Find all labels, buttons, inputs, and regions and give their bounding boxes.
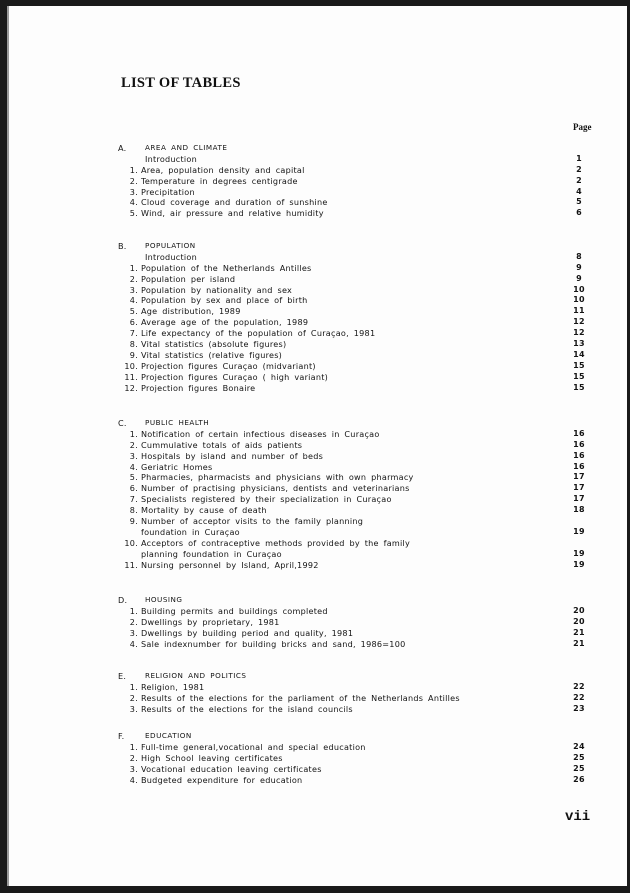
toc-entry[interactable]: 2. Results of the elections for the parliament of the Netherlands Antilles 22 [118, 693, 618, 704]
section-letter: E. [118, 671, 127, 681]
section-heading: PUBLIC HEALTH [145, 418, 210, 427]
page-number: 6 [576, 208, 582, 218]
page-number: 12 [573, 317, 585, 327]
toc-entry[interactable]: 11. Nursing personnel by Island, April,1992 19 [118, 560, 618, 571]
section-heading-row [118, 241, 618, 252]
toc-entry[interactable]: 1. Full-time general,vocational and special education 24 [118, 742, 618, 753]
toc-entry[interactable]: 6. Average age of the population, 1989 12 [118, 317, 618, 328]
page-number: 16 [573, 450, 585, 460]
toc-entry[interactable]: 9. Vital statistics (relative figures) 14 [118, 350, 618, 361]
page-number: 21 [573, 627, 585, 637]
page-number: 21 [573, 638, 585, 648]
page-number: 8 [576, 251, 582, 261]
page-number: 24 [573, 741, 585, 751]
toc-entry[interactable]: 1. Building permits and buildings completed 20 [118, 606, 618, 617]
page-number: 1 [576, 153, 582, 163]
toc-entry[interactable]: 8. Mortality by cause of death 18 [118, 505, 618, 516]
page-number: 5 [576, 197, 582, 207]
toc-entry[interactable]: 3. Vocational education leaving certificates 25 [118, 764, 618, 775]
toc-entry[interactable]: 9. Number of acceptor visits to the family planning [129, 516, 364, 527]
section-heading: AREA AND CLIMATE [145, 143, 228, 152]
section-heading-row [118, 143, 618, 154]
toc-entry-intro[interactable]: Introduction 8 [118, 252, 618, 263]
toc-entry[interactable]: 3. Population by nationality and sex 10 [118, 285, 618, 296]
page-number: 10 [573, 295, 585, 305]
toc-entry[interactable]: 3. Hospitals by island and number of beds 16 [118, 451, 618, 462]
section-heading: RELIGION AND POLITICS [145, 671, 247, 680]
page-number: 22 [573, 692, 585, 702]
toc-entry[interactable]: 4. Population by sex and place of birth 10 [118, 295, 618, 306]
toc-entry[interactable]: 5. Pharmacies, pharmacists and physicians with own pharmacy 17 [118, 472, 618, 483]
section-religion-and-politics [118, 671, 618, 715]
section-heading: EDUCATION [145, 731, 192, 740]
section-housing [118, 595, 618, 649]
toc-entry[interactable]: 4. Geriatric Homes 16 [118, 462, 618, 473]
toc-entry[interactable]: 10. Projection figures Curaçao (midvariant) 15 [118, 361, 618, 372]
section-public-health [118, 418, 618, 570]
section-area-and-climate [118, 143, 618, 219]
toc-entry[interactable]: 11. Projection figures Curaçao ( high variant) 15 [118, 372, 618, 383]
toc-entry[interactable]: 7. Specialists registered by their specialization in Curaçao 17 [118, 494, 618, 505]
page-number: 10 [573, 284, 585, 294]
page-number: 11 [573, 306, 585, 316]
section-letter: F. [118, 731, 125, 741]
toc-entry-continuation[interactable]: foundation in Curaçao 19 [118, 527, 618, 538]
toc-entry[interactable]: 1. Population of the Netherlands Antilles 9 [118, 263, 618, 274]
page-number: 18 [573, 505, 585, 515]
page-number: 12 [573, 328, 585, 338]
toc-entry[interactable]: 1. Notification of certain infectious diseases in Curaçao 16 [118, 429, 618, 440]
section-letter: D. [118, 595, 128, 605]
page-number: 17 [573, 472, 585, 482]
page-number: 20 [573, 616, 585, 626]
page-number: 4 [576, 186, 582, 196]
page-folio-number: vii [565, 809, 591, 825]
section-heading-row [118, 595, 618, 606]
section-heading-row [118, 418, 618, 429]
toc-entry[interactable]: 2. Cummulative totals of aids patients 16 [118, 440, 618, 451]
section-heading-row [118, 671, 618, 682]
toc-entry[interactable]: 4. Budgeted expenditure for education 26 [118, 775, 618, 786]
section-letter: A. [118, 143, 127, 153]
toc-entry[interactable]: 3. Dwellings by building period and quality, 1981 21 [118, 628, 618, 639]
page-column-label: Page [573, 122, 592, 132]
toc-entry[interactable]: 4. Cloud coverage and duration of sunshine 5 [118, 197, 618, 208]
page-number: 22 [573, 681, 585, 691]
page-number: 16 [573, 461, 585, 471]
page-number: 2 [576, 175, 582, 185]
page-number: 16 [573, 428, 585, 438]
page-number: 19 [573, 559, 585, 569]
toc-entry[interactable]: 3. Precipitation 4 [118, 187, 618, 198]
toc-entry[interactable]: 1. Religion, 1981 22 [118, 682, 618, 693]
toc-entry[interactable]: 8. Vital statistics (absolute figures) 13 [118, 339, 618, 350]
toc-entry-continuation[interactable]: planning foundation in Curaçao 19 [118, 549, 618, 560]
page-number: 19 [573, 548, 585, 558]
section-letter: B. [118, 241, 127, 251]
section-heading: HOUSING [145, 595, 183, 604]
page-number: 9 [576, 262, 582, 272]
section-population [118, 241, 618, 393]
page-number: 25 [573, 752, 585, 762]
toc-entry[interactable]: 10. Acceptors of contraceptive methods provided by the family [124, 537, 411, 548]
toc-entry[interactable]: 6. Number of practising physicians, dentists and veterinarians 17 [118, 483, 618, 494]
page-number: 9 [576, 273, 582, 283]
page-number: 14 [573, 349, 585, 359]
page-number: 17 [573, 494, 585, 504]
toc-entry[interactable]: 1. Area, population density and capital 2 [118, 165, 618, 176]
page-number: 2 [576, 164, 582, 174]
page-number: 16 [573, 439, 585, 449]
toc-entry[interactable]: 2. Temperature in degrees centigrade 2 [118, 176, 618, 187]
page-number: 20 [573, 605, 585, 615]
page-number: 19 [573, 526, 585, 536]
toc-entry-intro[interactable]: Introduction 1 [118, 154, 618, 165]
section-heading-row [118, 731, 618, 742]
toc-entry[interactable]: 2. Dwellings by proprietary, 1981 20 [118, 617, 618, 628]
toc-entry[interactable]: 4. Sale indexnumber for building bricks and sand, 1986=100 21 [118, 639, 618, 650]
toc-entry[interactable]: 12. Projection figures Bonaire 15 [118, 383, 618, 394]
toc-entry[interactable]: 7. Life expectancy of the population of Curaçao, 1981 12 [118, 328, 618, 339]
section-education [118, 731, 618, 785]
page-number: 15 [573, 382, 585, 392]
toc-entry[interactable]: 3. Results of the elections for the island councils 23 [118, 704, 618, 715]
page-number: 17 [573, 483, 585, 493]
page-number: 26 [573, 774, 585, 784]
page-title: LIST OF TABLES [121, 75, 241, 91]
section-heading: POPULATION [145, 241, 196, 250]
toc-entry[interactable]: 5. Wind, air pressure and relative humidity 6 [118, 208, 618, 219]
section-letter: C. [118, 418, 127, 428]
toc-entry[interactable]: 2. High School leaving certificates 25 [118, 753, 618, 764]
page-number: 25 [573, 763, 585, 773]
page-number: 23 [573, 703, 585, 713]
toc-entry[interactable]: 2. Population per island 9 [118, 274, 618, 285]
page-number: 13 [573, 339, 585, 349]
page-number: 15 [573, 360, 585, 370]
document-page [7, 6, 627, 886]
toc-entry[interactable]: 5. Age distribution, 1989 11 [118, 306, 618, 317]
page-number: 15 [573, 371, 585, 381]
